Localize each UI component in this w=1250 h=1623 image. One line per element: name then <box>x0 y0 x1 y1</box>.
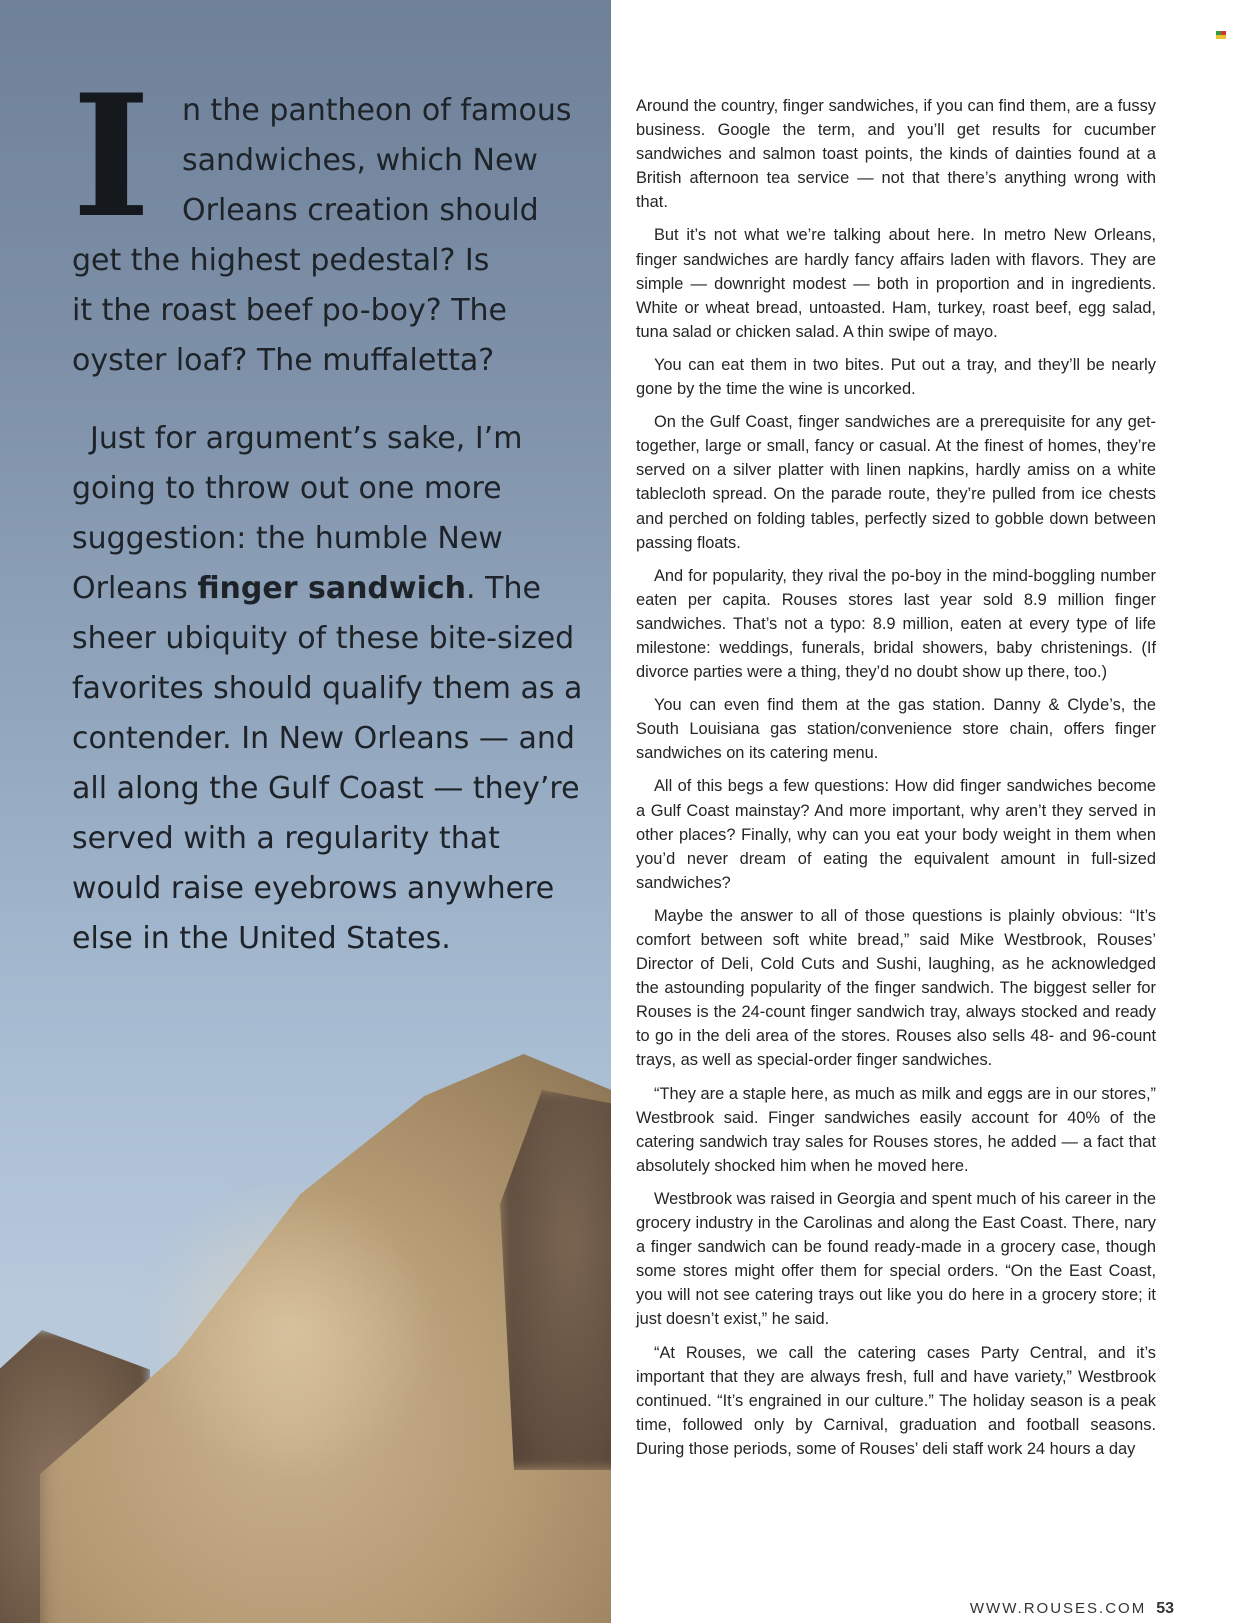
article-body <box>636 94 1156 1461</box>
page-number: 53 <box>1156 1600 1174 1617</box>
body-paragraph: Westbrook was raised in Georgia and spent much of his career in the grocery industry in the Carolinas and along the East Coast. There, nary a finger sandwich can be found ready-made in a grocery case, though some stores might offer them for special orders. “On the East Coast, you will not see catering trays out like you do here in a grocery store; it just doesn’t exist,” he said. <box>636 1189 1156 1329</box>
intro-line: all along the Gulf Coast — they’re <box>72 771 580 806</box>
flag-icon <box>1216 31 1226 39</box>
intro-line: n the pantheon of famous <box>182 93 572 128</box>
bread-highlight-image <box>140 1180 440 1480</box>
intro-line-text: Orleans <box>72 571 198 606</box>
intro-line: would raise eyebrows anywhere <box>72 871 555 906</box>
intro-line: suggestion: the humble New <box>72 521 503 556</box>
page-footer <box>970 1600 1174 1618</box>
body-paragraph: All of this begs a few questions: How did finger sandwiches become a Gulf Coast mainstay? And more important, why aren’t they served in other places? Finally, why can you eat your body weight in them when you’d never dream of eating the equivalent amount in full-sized sandwiches? <box>636 777 1156 892</box>
body-paragraph: “At Rouses, we call the catering cases Party Central, and it’s important that they are always fresh, full and have variety,” Westbrook continued. “It’s engrained in our culture.” The holiday season is a peak time, followed only by Carnival, graduation and football seasons. During those periods, some of Rouses’ deli staff work 24 hours a day <box>636 1343 1156 1458</box>
body-paragraph: You can eat them in two bites. Put out a tray, and they’ll be nearly gone by the time the wine is uncorked. <box>636 355 1156 399</box>
body-paragraph: “They are a staple here, as much as milk and eggs are in our stores,” Westbrook said. Finger sandwiches easily account for 40% of the catering sandwich tray sales for Rouses stores, he added — a fact that absolutely shocked him when he moved here. <box>636 1084 1156 1175</box>
intro-line: else in the United States. <box>72 921 451 956</box>
intro-line: get the highest pedestal? Is <box>72 243 490 278</box>
intro-line: contender. In New Orleans — and <box>72 721 575 756</box>
intro-line: oyster loaf? The muffaletta? <box>72 343 495 378</box>
intro-line: served with a regularity that <box>72 821 500 856</box>
intro-line: going to throw out one more <box>72 471 502 506</box>
drop-cap: I <box>72 57 151 255</box>
intro-line: sheer ubiquity of these bite-sized <box>72 621 575 656</box>
body-paragraph: Around the country, finger sandwiches, if you can find them, are a fussy business. Google the term, and you’ll get results for cucumber sandwiches and salmon toast points, the kinds of dainties found at a British afternoon tea service — not that there’s anything wrong with that. <box>636 97 1156 212</box>
body-paragraph: You can even find them at the gas station. Danny & Clyde’s, the South Louisiana gas station/convenience store chain, offers finger sandwiches on its catering menu. <box>636 696 1156 763</box>
body-paragraph: But it’s not what we’re talking about here. In metro New Orleans, finger sandwiches are hardly fancy affairs laden with flavors. They are simple — downright modest — both in proportion and in ingredients. White or wheat bread, untoasted. Ham, turkey, roast beef, egg salad, tuna salad or chicken salad. A thin swipe of mayo. <box>636 226 1156 341</box>
intro-line: Just for argument’s sake, I’m <box>90 421 523 456</box>
body-paragraph: On the Gulf Coast, finger sandwiches are a prerequisite for any get-together, large or small, fancy or casual. At the finest of homes, they’re served on a silver platter with linen napkins, hardly amiss on a white tablecloth spread. On the parade route, they’re pulled from ice chests and perched on folding tables, perfectly sized to gobble down between passing floats. <box>636 413 1156 552</box>
body-paragraph: Maybe the answer to all of those questions is plainly obvious: “It’s comfort between soft white bread,” said Mike Westbrook, Rouses’ Director of Deli, Cold Cuts and Sushi, laughing, as he acknowledged the astounding popularity of the finger sandwich. The biggest seller for Rouses is the 24-count finger sandwich tray, always stocked and ready to go in the deli area of the stores. Rouses also sells 48- and 96-count trays, as well as special-order finger sandwiches. <box>636 906 1156 1070</box>
body-paragraph: And for popularity, they rival the po-boy in the mind-boggling number eaten per capita. Rouses stores last year sold 8.9 million finger sandwiches. That’s not a typo: 8.9 million, eaten at every type of life milestone: weddings, funerals, bridal showers, baby christenings. (If divorce parties were a thing, they’d no doubt show up there, too.) <box>636 566 1156 682</box>
website-link[interactable]: WWW.ROUSES.COM <box>969 1600 1147 1617</box>
intro-line <box>72 564 541 614</box>
intro-line: Orleans creation should <box>182 193 539 228</box>
flag-yellow-swatch <box>1216 35 1226 39</box>
sandwich-photo <box>0 0 611 1623</box>
intro-line: sandwiches, which New <box>182 143 538 178</box>
intro-line-text: . The <box>466 571 541 606</box>
intro-line: it the roast beef po-boy? The <box>72 293 507 328</box>
intro-line: favorites should qualify them as a <box>72 671 583 706</box>
finger-sandwich-term: finger sandwich <box>197 571 467 606</box>
